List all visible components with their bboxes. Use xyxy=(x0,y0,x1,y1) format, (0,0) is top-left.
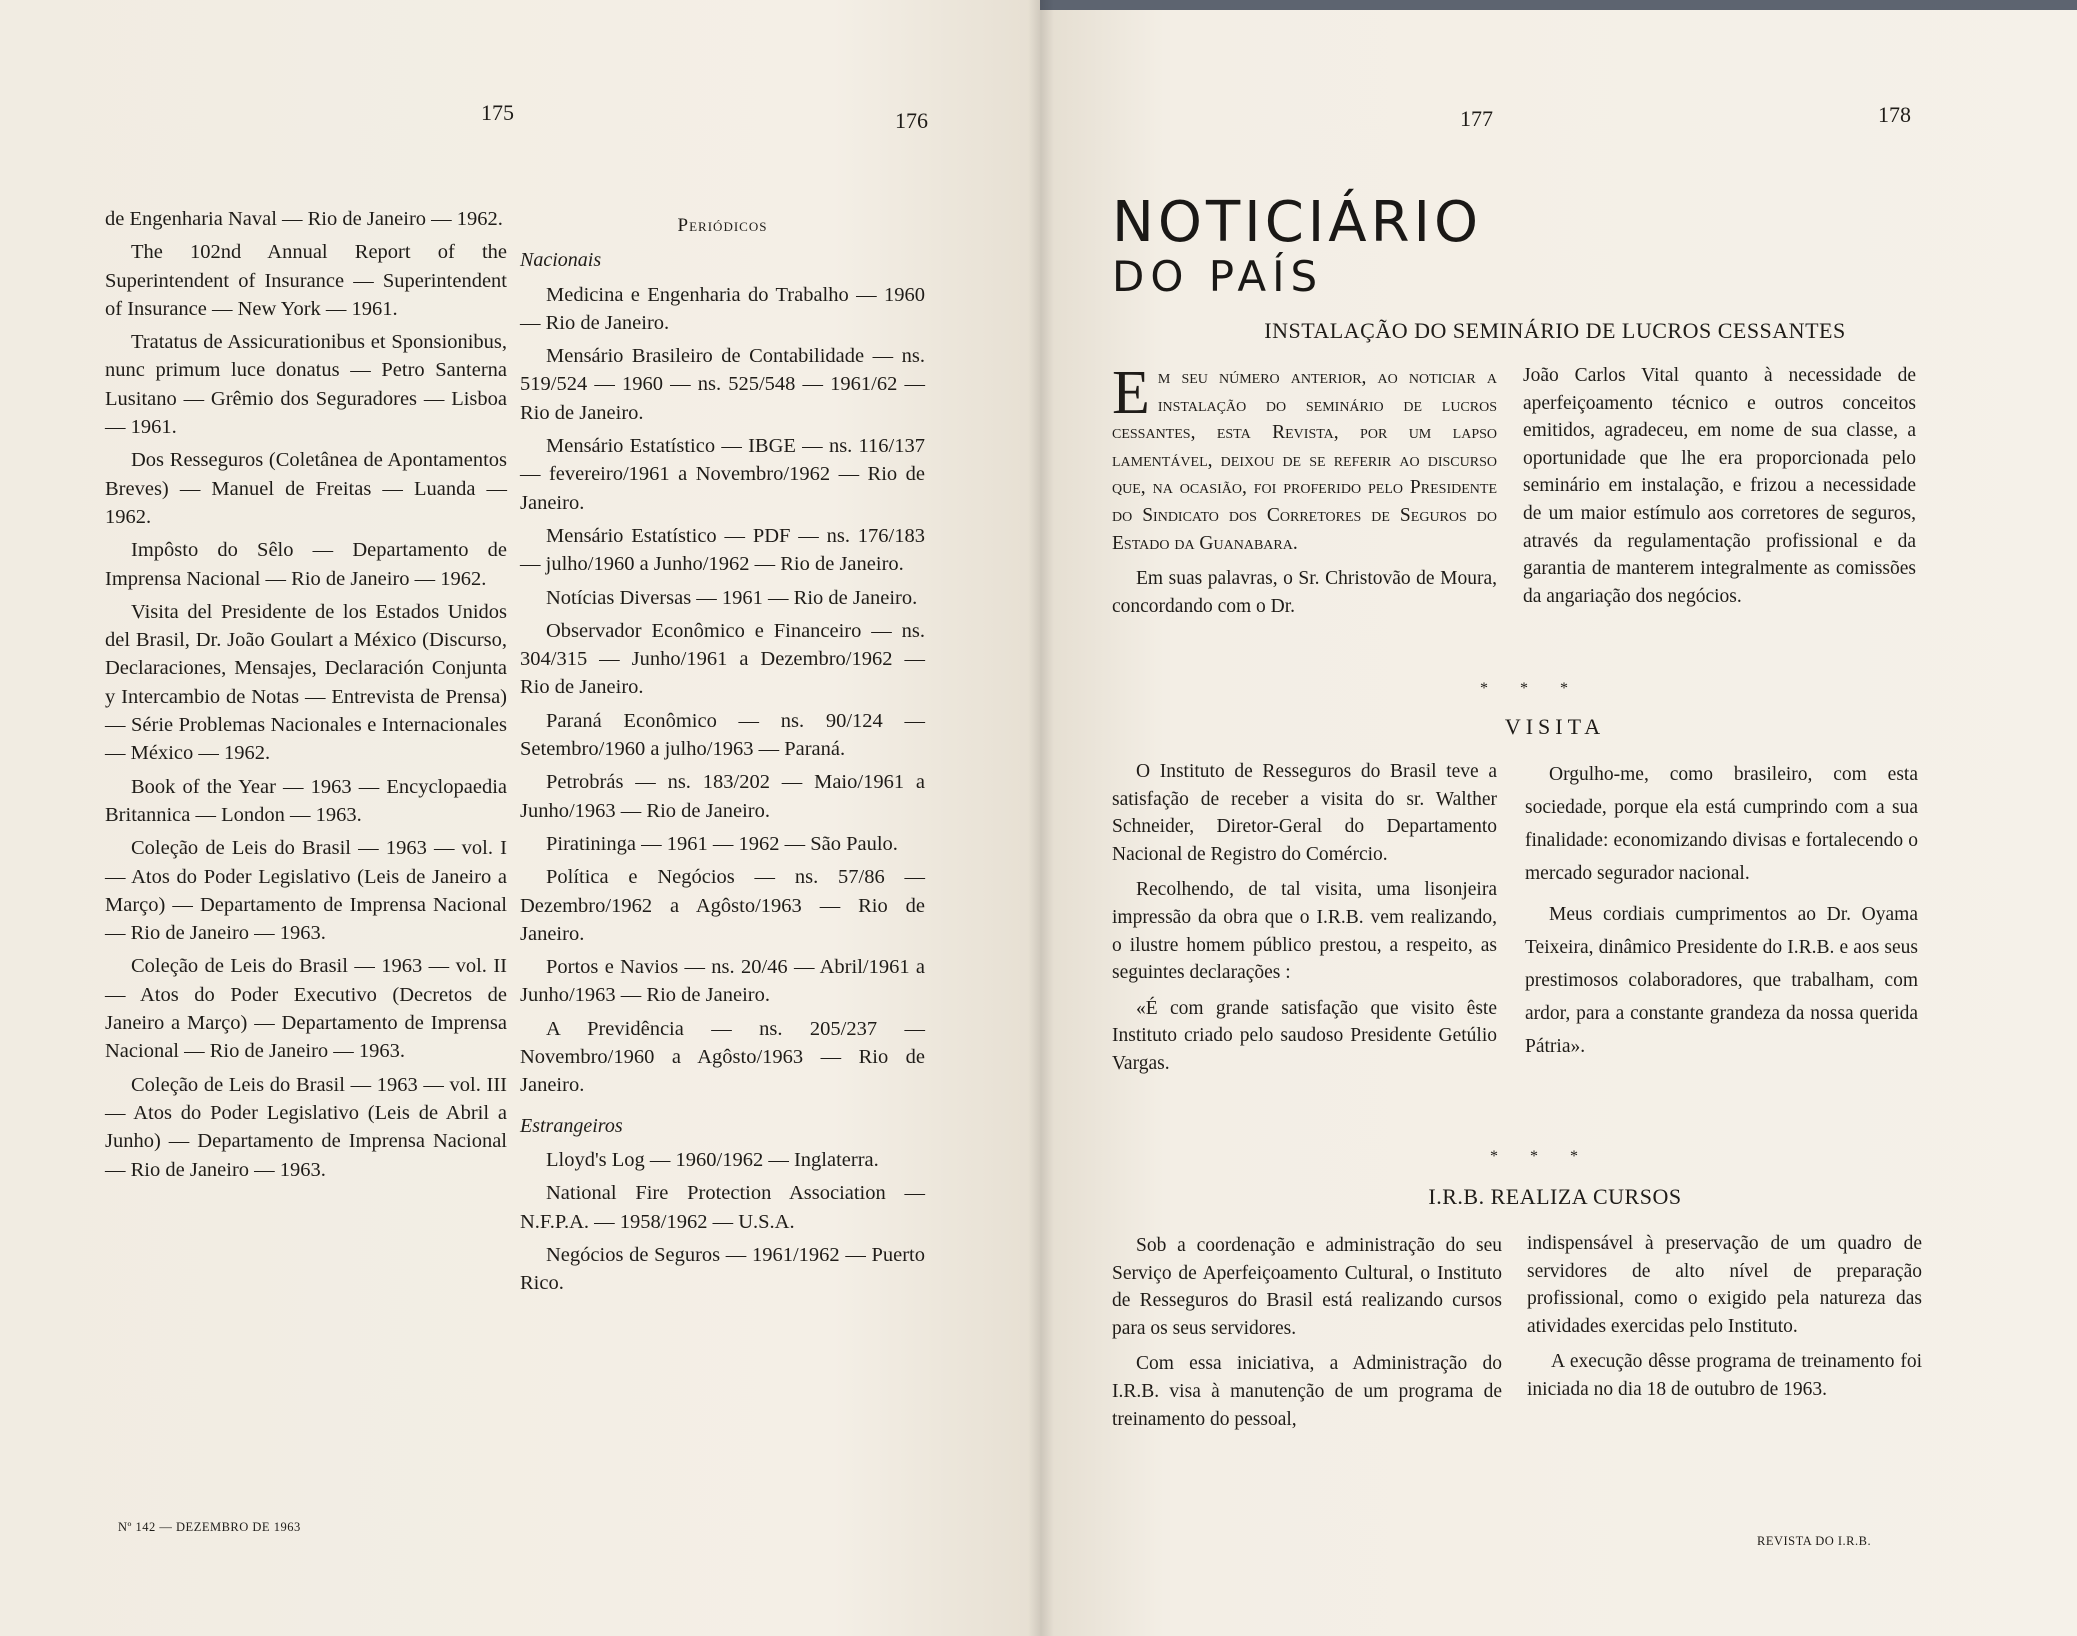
article2-paragraph: Meus cordiais cumprimentos ao Dr. Oyama Teixeira, dinâmico Presidente do I.R.B. e aos seus prestimosos colaboradores, que trabalham, com ardor, para a constante grandeza da nossa querida Pátria». xyxy=(1525,904,1918,1057)
article2-column-right xyxy=(1525,758,1918,1071)
list-item: Mensário Estatístico — IBGE — ns. 116/137 — fevereiro/1961 a Novembro/1962 — Rio de Janeiro. xyxy=(520,435,925,514)
article3-paragraph: Com essa iniciativa, a Administração do I.R.B. visa à manutenção de um programa de treinamento do pessoal, xyxy=(1112,1353,1502,1430)
drop-cap: E xyxy=(1112,359,1150,427)
page-number-176: 176 xyxy=(895,108,928,133)
article1-paragraph: m seu número anterior, ao noticiar a instalação do seminário de lucros cessantes, esta Revista, por um lapso lamentável, deixou de se referir ao discurso que, na ocasião, foi proferido pelo Presidente do Sindicato dos Corretores de Seguros do Estado da Guanabara. xyxy=(1112,367,1497,554)
gutter-shadow xyxy=(1028,0,1054,1636)
separator-stars: * * * xyxy=(1490,1148,1592,1165)
article2-column-left xyxy=(1112,758,1497,1086)
estrangeiros-subheading: Estrangeiros xyxy=(520,1114,623,1137)
list-item: Paraná Econômico — ns. 90/124 — Setembro/1960 a julho/1963 — Paraná. xyxy=(520,709,925,761)
list-item: Book of the Year — 1963 — Encyclopaedia Britannica — London — 1963. xyxy=(105,775,507,826)
list-item: Medicina e Engenharia do Trabalho — 1960 — Rio de Janeiro. xyxy=(520,283,925,334)
section-title-line2: DO PAÍS xyxy=(1112,252,1324,301)
article2-paragraph: «É com grande satisfação que visito êste Instituto criado pelo saudoso Presidente Getúlio Vargas. xyxy=(1112,997,1497,1074)
headline-visita: VISITA xyxy=(1504,714,1606,739)
article1-column-left xyxy=(1112,359,1497,628)
section-title-line1: NOTICIÁRIO xyxy=(1112,190,1483,255)
separator-stars: * * * xyxy=(1480,680,1582,697)
article3-column-right xyxy=(1527,1230,1922,1412)
article3-paragraph: Sob a coordenação e administração do seu Serviço de Aperfeiçoamento Cultural, o Instituto de Resseguros do Brasil está realizando cursos para os seus servidores. xyxy=(1112,1235,1502,1339)
list-item: Política e Negócios — ns. 57/86 — Dezembro/1962 a Agôsto/1963 — Rio de Janeiro. xyxy=(520,866,925,945)
list-item: Mensário Estatístico — PDF — ns. 176/183 — julho/1960 a Junho/1962 — Rio de Janeiro. xyxy=(520,524,925,576)
list-item: Visita del Presidente de los Estados Unidos del Brasil, Dr. João Goulart a México (Discurso, Declaraciones, Mensajes, Declaración Conjunta y Intercambio de Notas — Entrevista de Prensa) — Série Problemas Nacionales e Internacionales — México — 1962. xyxy=(105,600,507,765)
list-item: Tratatus de Assicurationibus et Sponsionibus, nunc primum luce donatus — Petro Santerna Lusitano — Grêmio dos Seguradores — Lisboa — 1961. xyxy=(105,331,507,439)
list-item: Dos Resseguros (Coletânea de Apontamentos Breves) — Manuel de Freitas — Luanda — 1962. xyxy=(105,449,507,528)
bibliography-column-175 xyxy=(105,205,507,1189)
article3-column-left xyxy=(1112,1232,1502,1441)
list-item: Notícias Diversas — 1961 — Rio de Janeiro. xyxy=(546,586,918,609)
list-item: Coleção de Leis do Brasil — 1963 — vol. II — Atos do Poder Executivo (Decretos de Janeiro a Março) — Departamento de Imprensa Nacional — Rio de Janeiro — 1963. xyxy=(105,955,507,1063)
list-item: Coleção de Leis do Brasil — 1963 — vol. III — Atos do Poder Legislativo (Leis de Abril a Junho) — Departamento de Imprensa Nacional — Rio de Janeiro — 1963. xyxy=(105,1073,507,1181)
list-item: Impôsto do Sêlo — Departamento de Imprensa Nacional — Rio de Janeiro — 1962. xyxy=(105,539,507,590)
page-number-177: 177 xyxy=(1460,106,1493,131)
list-item: de Engenharia Naval — Rio de Janeiro — 1962. xyxy=(105,208,503,230)
list-item: Lloyd's Log — 1960/1962 — Inglaterra. xyxy=(546,1148,879,1171)
article3-paragraph: indispensável à preservação de um quadro de servidores de alto nível de preparação profissional, como o exigido pela natureza das atividades exercidas pelo Instituto. xyxy=(1527,1233,1922,1337)
footer-issue: Nº 142 — DEZEMBRO DE 1963 xyxy=(118,1520,301,1534)
article2-paragraph: Orgulho-me, como brasileiro, com esta sociedade, porque ela está cumprindo com a sua finalidade: economizando divisas e fortalecendo o mercado segurador nacional. xyxy=(1525,764,1918,884)
list-item: A Previdência — ns. 205/237 — Novembro/1960 a Agôsto/1963 — Rio de Janeiro. xyxy=(520,1017,925,1097)
article2-paragraph: O Instituto de Resseguros do Brasil teve a satisfação de receber a visita do sr. Walther Schneider, Diretor-Geral do Departamento Nacional de Registro do Comércio. xyxy=(1112,761,1497,865)
article1-paragraph: Em suas palavras, o Sr. Christovão de Moura, concordando com o Dr. xyxy=(1112,568,1497,617)
periodicals-heading: Periódicos xyxy=(677,215,768,236)
footer-revista: REVISTA DO I.R.B. xyxy=(1757,1534,1872,1548)
list-item: Piratininga — 1961 — 1962 — São Paulo. xyxy=(546,832,898,855)
list-item: Coleção de Leis do Brasil — 1963 — vol. I — Atos do Poder Legislativo (Leis de Janeiro a Março) — Departamento de Imprensa Nacional — Rio de Janeiro — 1963. xyxy=(105,837,507,945)
article2-paragraph: Recolhendo, de tal visita, uma lisonjeira impressão da obra que o I.R.B. vem realizando, o ilustre homem público prestou, a respeito, as seguintes declarações : xyxy=(1112,879,1497,984)
list-item: Observador Econômico e Financeiro — ns. 304/315 — Junho/1961 a Dezembro/1962 — Rio de Janeiro. xyxy=(520,619,925,699)
list-item: Portos e Navios — ns. 20/46 — Abril/1961 a Junho/1963 — Rio de Janeiro. xyxy=(520,956,925,1007)
article1-paragraph: João Carlos Vital quanto à necessidade de aperfeiçoamento técnico e outros conceitos emitidos, agradeceu, em nome de sua classe, a oportunidade que lhe era proporcionada pelo seminário em instalação, e frizou a necessidade de um maior estímulo aos corretores de seguros, através da regulamentação profissional e da garantia de manterem integralmente as comissões da angariação dos negócios. xyxy=(1523,365,1916,607)
periodicals-column-176 xyxy=(520,212,925,1302)
article3-paragraph: A execução dêsse programa de treinamento foi iniciada no dia 18 de outubro de 1963. xyxy=(1527,1351,1922,1400)
list-item: The 102nd Annual Report of the Superintendent of Insurance — Superintendent of Insurance — New York — 1961. xyxy=(105,241,507,320)
page-number-178: 178 xyxy=(1878,102,1911,127)
list-item: National Fire Protection Association — N.F.P.A. — 1958/1962 — U.S.A. xyxy=(520,1182,925,1233)
list-item: Mensário Brasileiro de Contabilidade — ns. 519/524 — 1960 — ns. 525/548 — 1961/62 — Rio de Janeiro. xyxy=(520,345,925,424)
list-item: Petrobrás — ns. 183/202 — Maio/1961 a Junho/1963 — Rio de Janeiro. xyxy=(520,771,925,822)
list-item: Negócios de Seguros — 1961/1962 — Puerto Rico. xyxy=(520,1243,925,1295)
top-edge-strip xyxy=(1040,0,2077,10)
nacionais-subheading: Nacionais xyxy=(520,249,602,272)
page-number-175: 175 xyxy=(481,100,514,125)
article1-column-right xyxy=(1523,362,1916,618)
headline-seminario: INSTALAÇÃO DO SEMINÁRIO DE LUCROS CESSANTES xyxy=(1264,318,1846,343)
headline-cursos: I.R.B. REALIZA CURSOS xyxy=(1428,1184,1682,1209)
